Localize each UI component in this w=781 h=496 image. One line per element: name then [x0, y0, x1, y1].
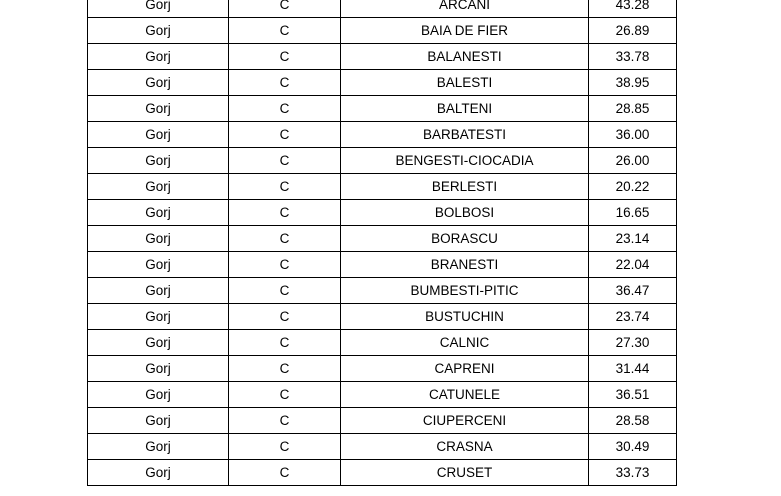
value-cell: 36.47 — [589, 278, 677, 304]
table-row — [88, 226, 677, 252]
category-cell: C — [229, 174, 341, 200]
table-row — [88, 278, 677, 304]
value-cell: 30.49 — [589, 434, 677, 460]
locality-cell: BOLBOSI — [341, 200, 589, 226]
locality-cell: BRANESTI — [341, 252, 589, 278]
locality-cell: BORASCU — [341, 226, 589, 252]
county-cell: Gorj — [88, 330, 229, 356]
value-cell: 23.74 — [589, 304, 677, 330]
category-cell: C — [229, 330, 341, 356]
category-cell: C — [229, 122, 341, 148]
category-cell: C — [229, 44, 341, 70]
category-cell: C — [229, 70, 341, 96]
value-cell: 31.44 — [589, 356, 677, 382]
table-row — [88, 148, 677, 174]
value-cell: 38.95 — [589, 70, 677, 96]
category-cell: C — [229, 148, 341, 174]
county-cell: Gorj — [88, 70, 229, 96]
locality-cell: BENGESTI-CIOCADIA — [341, 148, 589, 174]
table-row — [88, 252, 677, 278]
value-cell: 27.30 — [589, 330, 677, 356]
locality-cell: BAIA DE FIER — [341, 18, 589, 44]
category-cell: C — [229, 460, 341, 486]
locality-cell: BERLESTI — [341, 174, 589, 200]
category-cell: C — [229, 0, 341, 18]
category-cell: C — [229, 278, 341, 304]
county-cell: Gorj — [88, 96, 229, 122]
locality-cell: CATUNELE — [341, 382, 589, 408]
value-cell: 28.58 — [589, 408, 677, 434]
county-cell: Gorj — [88, 434, 229, 460]
value-cell: 26.89 — [589, 18, 677, 44]
locality-cell: BALTENI — [341, 96, 589, 122]
value-cell: 33.78 — [589, 44, 677, 70]
category-cell: C — [229, 252, 341, 278]
table-row — [88, 304, 677, 330]
locality-cell: CIUPERCENI — [341, 408, 589, 434]
county-cell: Gorj — [88, 122, 229, 148]
table-body — [88, 0, 677, 486]
value-cell: 28.85 — [589, 96, 677, 122]
locality-cell: BARBATESTI — [341, 122, 589, 148]
table-row — [88, 330, 677, 356]
value-cell: 43.28 — [589, 0, 677, 18]
category-cell: C — [229, 304, 341, 330]
locality-cell: ARCANI — [341, 0, 589, 18]
county-cell: Gorj — [88, 18, 229, 44]
table-row — [88, 70, 677, 96]
category-cell: C — [229, 356, 341, 382]
county-cell: Gorj — [88, 226, 229, 252]
locality-cell: CAPRENI — [341, 356, 589, 382]
category-cell: C — [229, 200, 341, 226]
county-cell: Gorj — [88, 408, 229, 434]
value-cell: 33.73 — [589, 460, 677, 486]
county-cell: Gorj — [88, 382, 229, 408]
table-row — [88, 382, 677, 408]
county-cell: Gorj — [88, 356, 229, 382]
value-cell: 22.04 — [589, 252, 677, 278]
locality-cell: CRASNA — [341, 434, 589, 460]
value-cell: 36.51 — [589, 382, 677, 408]
value-cell: 16.65 — [589, 200, 677, 226]
table-row — [88, 96, 677, 122]
county-cell: Gorj — [88, 174, 229, 200]
table-row — [88, 18, 677, 44]
county-cell: Gorj — [88, 252, 229, 278]
table-row — [88, 356, 677, 382]
locality-cell: BUMBESTI-PITIC — [341, 278, 589, 304]
value-cell: 23.14 — [589, 226, 677, 252]
table-row — [88, 408, 677, 434]
locality-cell: BALANESTI — [341, 44, 589, 70]
locality-cell: BALESTI — [341, 70, 589, 96]
data-table — [87, 0, 677, 486]
locality-cell: CALNIC — [341, 330, 589, 356]
locality-cell: CRUSET — [341, 460, 589, 486]
category-cell: C — [229, 382, 341, 408]
county-cell: Gorj — [88, 148, 229, 174]
table-row — [88, 122, 677, 148]
category-cell: C — [229, 408, 341, 434]
category-cell: C — [229, 18, 341, 44]
table-row — [88, 200, 677, 226]
table-row — [88, 0, 677, 18]
table-row — [88, 460, 677, 486]
county-cell: Gorj — [88, 304, 229, 330]
county-cell: Gorj — [88, 278, 229, 304]
value-cell: 20.22 — [589, 174, 677, 200]
category-cell: C — [229, 226, 341, 252]
county-cell: Gorj — [88, 460, 229, 486]
value-cell: 26.00 — [589, 148, 677, 174]
table-row — [88, 434, 677, 460]
value-cell: 36.00 — [589, 122, 677, 148]
category-cell: C — [229, 96, 341, 122]
county-cell: Gorj — [88, 200, 229, 226]
table-row — [88, 174, 677, 200]
table-row — [88, 44, 677, 70]
category-cell: C — [229, 434, 341, 460]
county-cell: Gorj — [88, 44, 229, 70]
county-cell: Gorj — [88, 0, 229, 18]
locality-cell: BUSTUCHIN — [341, 304, 589, 330]
